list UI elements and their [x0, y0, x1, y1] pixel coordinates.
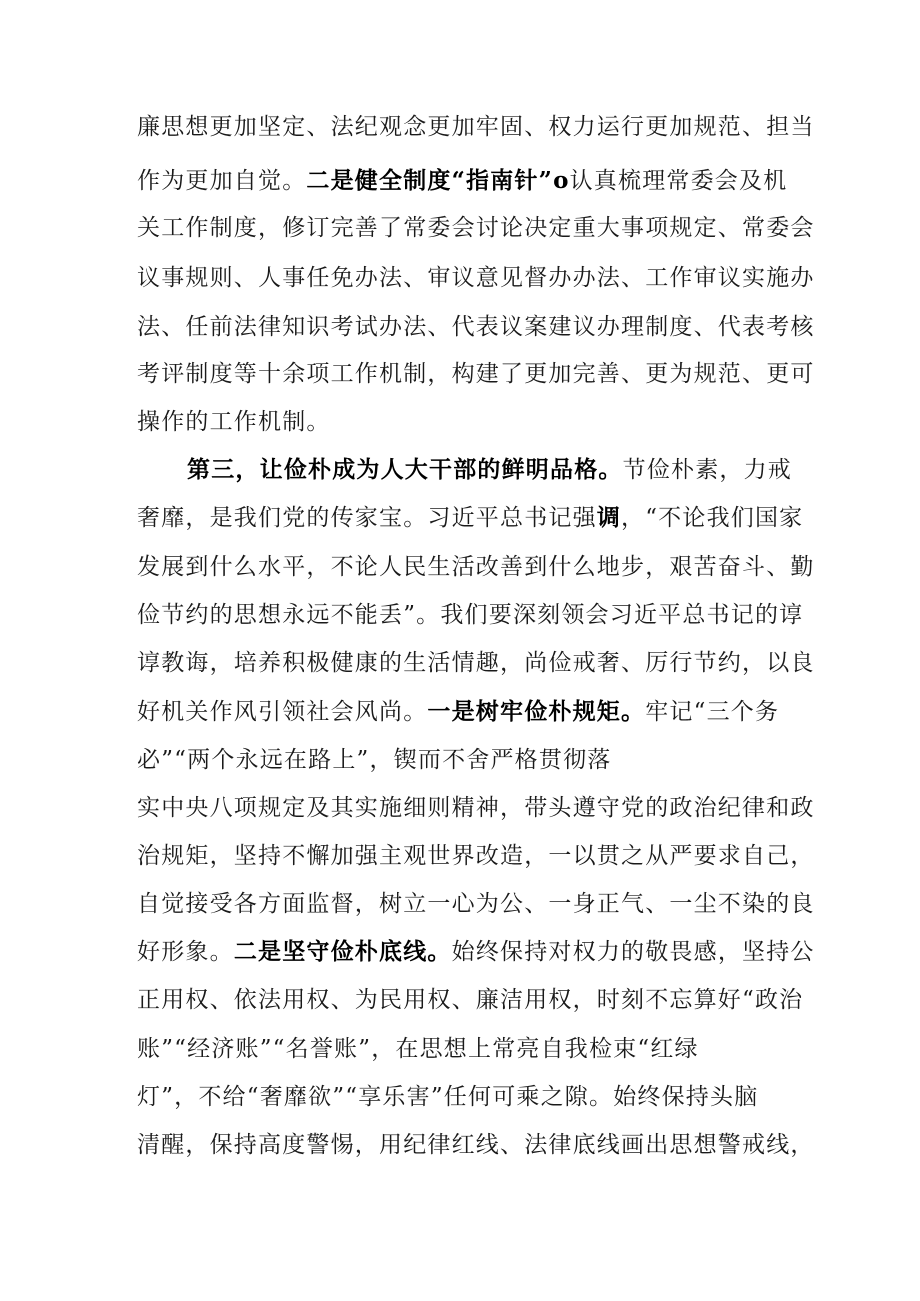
- text-run: 操作的工作机制。: [137, 409, 331, 435]
- text-line-6: [137, 352, 815, 396]
- text-line-15: [137, 786, 815, 830]
- text-run: ，“不论我们国家: [621, 505, 804, 531]
- section-heading-run: 第三，让俭朴成为人大干部的鲜明品格。: [187, 456, 623, 483]
- bold-run: 调: [596, 504, 622, 531]
- text-line-19: [137, 978, 804, 1022]
- text-run: 作为更加自觉。: [137, 168, 307, 194]
- text-line-12: [137, 641, 815, 685]
- text-line-10: [137, 545, 815, 589]
- text-run: 节俭朴素，力戒: [622, 457, 793, 483]
- bold-heading-run: 二是健全制度“指南针”o: [306, 167, 570, 194]
- text-run: 廉思想更加坚定、法纪观念更加牢固、权力运行更加规范、担当: [137, 114, 815, 140]
- text-run: 好形象。: [137, 939, 234, 965]
- text-line-21: [137, 1075, 797, 1119]
- text-run: 发展到什么水平，不论人民生活改善到什么地步，艰苦奋斗、勤: [137, 554, 815, 580]
- bold-heading-run: 二是坚守俭朴底线。: [233, 938, 452, 965]
- text-line-17: [137, 882, 815, 926]
- text-line-4: [137, 256, 815, 300]
- text-run: 实中央八项规定及其实施细则精神，带头遵守党的政治纪律和政: [137, 795, 815, 821]
- text-line-1: [137, 105, 815, 149]
- text-run: 谆教诲，培养积极健康的生活情趣，尚俭戒奢、厉行节约，以良: [137, 650, 815, 676]
- text-line-22: [137, 1123, 815, 1167]
- text-run: 正用权、依法用权、为民用权、廉洁用权，时刻不忘算好“政治: [137, 987, 804, 1013]
- text-run: 牢记“三个务: [645, 699, 780, 725]
- text-run: 认真梳理常委会及机: [569, 168, 788, 194]
- text-run: 治规矩，坚持不懈加强主观世界改造，一以贯之从严要求自己，: [137, 843, 815, 869]
- text-line-16: [137, 834, 815, 878]
- text-run: 始终保持对权力的敬畏感，坚持公: [451, 939, 815, 965]
- text-run: 法、任前法律知识考试办法、代表议案建议办理制度、代表考核: [137, 314, 815, 340]
- text-run: 奢靡，是我们党的传家宝。习近平总书记强: [137, 505, 597, 531]
- text-run: 关工作制度，修订完善了常委会讨论决定重大事项规定、常委会: [137, 215, 815, 241]
- text-line-7: [137, 400, 797, 444]
- text-line-2: [137, 159, 797, 203]
- text-line-20: [137, 1027, 797, 1071]
- text-run: 俭节约的思想永远不能丢”。我们要深刻领会习近平总书记的谆: [137, 602, 804, 628]
- text-line-13: [137, 690, 797, 734]
- text-run: 账”“经济账”“名誉账”，在思想上常亮自我检束“红绿: [137, 1036, 699, 1062]
- text-line-9: [137, 496, 804, 540]
- text-line-14: [137, 738, 797, 782]
- text-line-18: [137, 930, 815, 974]
- text-line-8: [187, 448, 847, 492]
- text-run: 考评制度等十余项工作机制，构建了更加完善、更为规范、更可: [137, 361, 815, 387]
- text-run: 灯”，不给“奢靡欲”“享乐害”任何可乘之隙。始终保持头脑: [137, 1084, 759, 1110]
- text-run: 议事规则、人事任免办法、审议意见督办办法、工作审议实施办: [137, 265, 815, 291]
- text-run: 必”“两个永远在路上”，锲而不舍严格贯彻落: [137, 747, 612, 773]
- text-run: 自觉接受各方面监督，树立一心为公、一身正气、一尘不染的良: [137, 891, 815, 917]
- text-line-3: [137, 206, 815, 250]
- text-run: 好机关作风引领社会风尚。: [137, 699, 428, 725]
- text-line-5: [137, 305, 815, 349]
- bold-heading-run: 一是树牢俭朴规矩。: [427, 698, 646, 725]
- text-run: 清醒，保持高度警惕，用纪律红线、法律底线画出思想警戒线，: [137, 1132, 815, 1158]
- text-line-11: [137, 593, 804, 637]
